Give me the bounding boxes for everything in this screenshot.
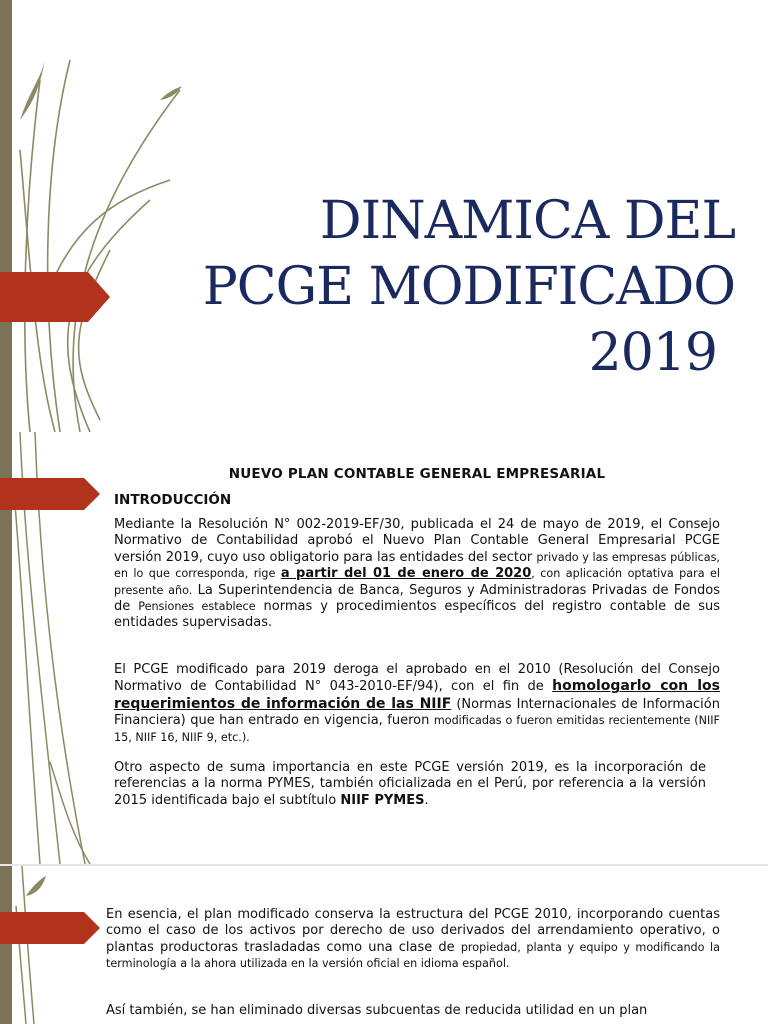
paragraph-5: Así también, se han eliminado diversas subcuentas de reducida utilidad en un plan [106, 1003, 648, 1018]
intro-heading: INTRODUCCIÓN [114, 492, 232, 508]
p2-text-a: El PCGE modificado para 2019 deroga el aprobado en el 2010 (Resolución del Consejo Normativo de Contabilidad N° 043-2010-EF/94), con el fin de [114, 662, 720, 695]
p1-text-e: La Superintendencia de Banca, Seguros y Administradoras Privadas de Fondos de [114, 582, 720, 615]
p4-text-b: propiedad, planta y equipo y modificando la terminología a la [106, 940, 721, 971]
paragraph-2 [114, 662, 720, 746]
vine-decoration-icon [0, 0, 200, 432]
vine-decoration-icon [0, 866, 60, 1024]
p1-text-b: privado y las empresas públicas, en lo que corresponda, rige [114, 550, 720, 581]
document-title: NUEVO PLAN CONTABLE GENERAL EMPRESARIAL [228, 466, 606, 482]
p1-text-d: , con aplicación optativa para el presente año. [114, 567, 720, 597]
title-line-2: PCGE MODIFICADO [202, 257, 735, 317]
p2-text-c: (Normas Internacionales de Información Financiera) que han entrado en vigencia, fueron [114, 696, 720, 729]
p2-niif-highlight: homologarlo con los requerimientos de información de las NIIF [114, 678, 720, 712]
p1-text-g: normas y procedimientos específicos del registro contable de sus entidades supervisadas. [114, 599, 721, 631]
title-line-3: 2019 [588, 323, 717, 383]
title-line-1: DINAMICA DEL [319, 191, 735, 251]
p3-niif-pymes: NIIF PYMES [340, 792, 425, 808]
p1-text-a: Mediante la Resolución N° 002-2019-EF/30, publicada el 24 de mayo de 2019, el Consejo Normativo de Contabilidad aprobó el Nuevo Plan Contable General Empresarial PCGE versión 2019, cuyo uso obligatorio para las entidades del sector [114, 517, 720, 565]
slide-title [190, 188, 735, 386]
red-arrow-shape [0, 912, 100, 944]
red-arrow-shape [0, 478, 100, 510]
paragraph-4 [106, 907, 720, 973]
p2-text-d: modificadas o fueron emitidas recientemente (NIIF 15, NIIF 16, NIIF 9, etc.). [114, 714, 720, 744]
paragraph-3 [114, 760, 706, 809]
red-arrow-shape [0, 272, 110, 322]
title-slide [0, 0, 768, 432]
content-slide-structure [0, 866, 768, 1024]
p4-text-a: En esencia, el plan modificado conserva la estructura del PCGE 2010, incorporando cuentas como el caso de los activos por derecho de uso derivados del arrendamiento operativo, o plantas productoras trasladadas como una clase de [106, 907, 720, 955]
p1-text-f: Pensiones establece [138, 600, 256, 614]
p1-date-highlight: a partir del 01 de enero de 2020 [280, 566, 532, 582]
p3-text-a: Otro aspecto de suma importancia en este PCGE versión 2019, es la incorporación de referencias a la norma PYMES, también oficializada en el Perú, por referencia a la versión 2015 identificada bajo el subtítulo [114, 760, 706, 808]
p4-text-c: ahora utilizada en la versión oficial en idioma español. [204, 957, 510, 971]
p3-text-c: . [424, 792, 429, 808]
content-slide-intro [0, 432, 768, 864]
paragraph-1 [114, 517, 720, 632]
